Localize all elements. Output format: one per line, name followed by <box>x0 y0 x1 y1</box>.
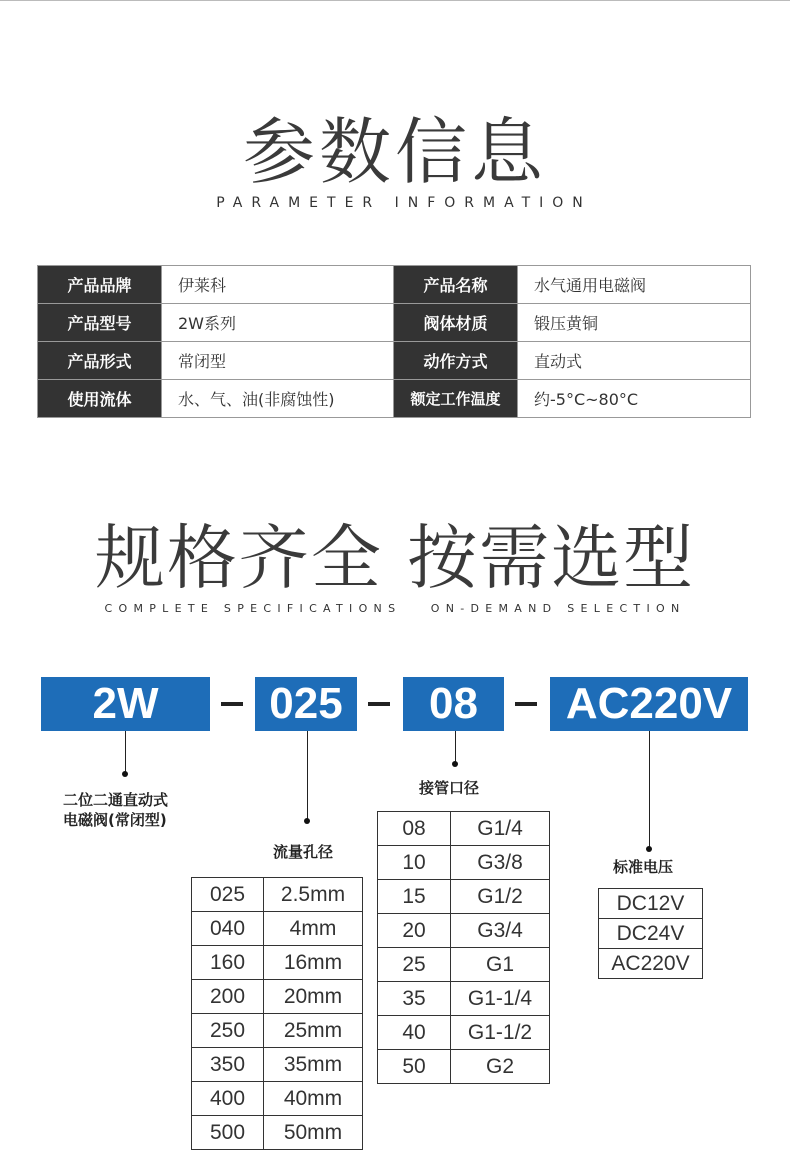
size-cell: G3/8 <box>451 846 550 880</box>
code-cell: 20 <box>378 914 451 948</box>
code-cell: 160 <box>192 946 264 980</box>
port-row <box>378 880 550 914</box>
voltage-caption: 标准电压 <box>613 858 674 876</box>
port-row <box>378 1050 550 1084</box>
voltage-table <box>598 888 703 979</box>
code-cell: 025 <box>192 878 264 912</box>
code-cell: 10 <box>378 846 451 880</box>
top-divider <box>0 0 790 1</box>
parameter-row <box>38 266 751 304</box>
param-label: 阀体材质 <box>394 304 518 342</box>
orifice-row <box>192 1116 363 1150</box>
size-cell: G1-1/2 <box>451 1016 550 1050</box>
param-value: 锻压黄铜 <box>518 304 751 342</box>
size-cell: G3/4 <box>451 914 550 948</box>
orifice-row <box>192 912 363 946</box>
orifice-row <box>192 980 363 1014</box>
code-cell: 50 <box>378 1050 451 1084</box>
size-cell: 2.5mm <box>264 878 363 912</box>
caption-line: 二位二通直动式 <box>63 791 169 809</box>
orifice-row <box>192 1014 363 1048</box>
connector-line <box>307 731 308 821</box>
size-cell: G1 <box>451 948 550 982</box>
param-label: 动作方式 <box>394 342 518 380</box>
connector-dot <box>304 818 310 824</box>
size-cell: G1/2 <box>451 880 550 914</box>
code-cell: 500 <box>192 1116 264 1150</box>
connector-dot <box>122 771 128 777</box>
code-cell: 400 <box>192 1082 264 1116</box>
size-cell: G2 <box>451 1050 550 1084</box>
size-cell: 40mm <box>264 1082 363 1116</box>
size-cell: 20mm <box>264 980 363 1014</box>
param-label: 产品形式 <box>38 342 162 380</box>
caption-line: 电磁阀(常闭型) <box>63 811 167 829</box>
orifice-row <box>192 1082 363 1116</box>
section-title-parameters: 参数信息 <box>242 110 547 194</box>
parameter-row <box>38 380 751 418</box>
code-cell: 08 <box>378 812 451 846</box>
param-label: 额定工作温度 <box>394 380 518 418</box>
port-row <box>378 846 550 880</box>
port-row <box>378 914 550 948</box>
code-cell: 200 <box>192 980 264 1014</box>
parameter-row <box>38 304 751 342</box>
size-cell: 4mm <box>264 912 363 946</box>
param-value: 约-5°C~80°C <box>518 380 751 418</box>
port-row <box>378 1016 550 1050</box>
param-label: 产品品牌 <box>38 266 162 304</box>
voltage-row <box>599 889 703 919</box>
port-row <box>378 948 550 982</box>
param-value: 常闭型 <box>162 342 394 380</box>
code-series-box: 2W <box>41 677 210 731</box>
size-cell: 50mm <box>264 1116 363 1150</box>
code-cell: 040 <box>192 912 264 946</box>
connector-dot <box>452 761 458 767</box>
port-row <box>378 812 550 846</box>
code-cell: 15 <box>378 880 451 914</box>
code-cell: 40 <box>378 1016 451 1050</box>
size-cell: 16mm <box>264 946 363 980</box>
parameter-row <box>38 342 751 380</box>
size-cell: 25mm <box>264 1014 363 1048</box>
code-cell: 250 <box>192 1014 264 1048</box>
port-table <box>377 811 550 1084</box>
section-subtitle-parameters: PARAMETER INFORMATION <box>216 195 592 211</box>
param-label: 使用流体 <box>38 380 162 418</box>
orifice-row <box>192 946 363 980</box>
code-cell: 25 <box>378 948 451 982</box>
valve-type-caption <box>63 790 168 830</box>
param-value: 直动式 <box>518 342 751 380</box>
code-separator <box>368 702 390 706</box>
orifice-row <box>192 878 363 912</box>
connector-line <box>455 731 456 764</box>
connector-line <box>649 731 650 849</box>
voltage-row <box>599 949 703 979</box>
voltage-cell: AC220V <box>599 949 703 979</box>
voltage-row <box>599 919 703 949</box>
code-port-box: 08 <box>403 677 504 731</box>
param-label: 产品型号 <box>38 304 162 342</box>
param-value: 水气通用电磁阀 <box>518 266 751 304</box>
orifice-row <box>192 1048 363 1082</box>
voltage-cell: DC12V <box>599 889 703 919</box>
code-separator <box>515 702 537 706</box>
connector-line <box>125 731 126 774</box>
param-value: 2W系列 <box>162 304 394 342</box>
size-cell: 35mm <box>264 1048 363 1082</box>
param-value: 水、气、油(非腐蚀性) <box>162 380 394 418</box>
port-caption: 接管口径 <box>419 779 480 797</box>
orifice-caption: 流量孔径 <box>273 843 334 861</box>
code-cell: 35 <box>378 982 451 1016</box>
parameter-table <box>37 265 751 418</box>
size-cell: G1-1/4 <box>451 982 550 1016</box>
param-label: 产品名称 <box>394 266 518 304</box>
size-cell: G1/4 <box>451 812 550 846</box>
code-separator <box>221 702 243 706</box>
param-value: 伊莱科 <box>162 266 394 304</box>
voltage-cell: DC24V <box>599 919 703 949</box>
code-orifice-box: 025 <box>255 677 357 731</box>
code-cell: 350 <box>192 1048 264 1082</box>
orifice-table <box>191 877 363 1150</box>
section-title-specifications: 规格齐全 按需选型 <box>94 517 696 599</box>
code-voltage-box: AC220V <box>550 677 748 731</box>
port-row <box>378 982 550 1016</box>
section-subtitle-specifications: COMPLETE SPECIFICATIONS ON-DEMAND SELECTION <box>104 602 686 615</box>
connector-dot <box>646 846 652 852</box>
